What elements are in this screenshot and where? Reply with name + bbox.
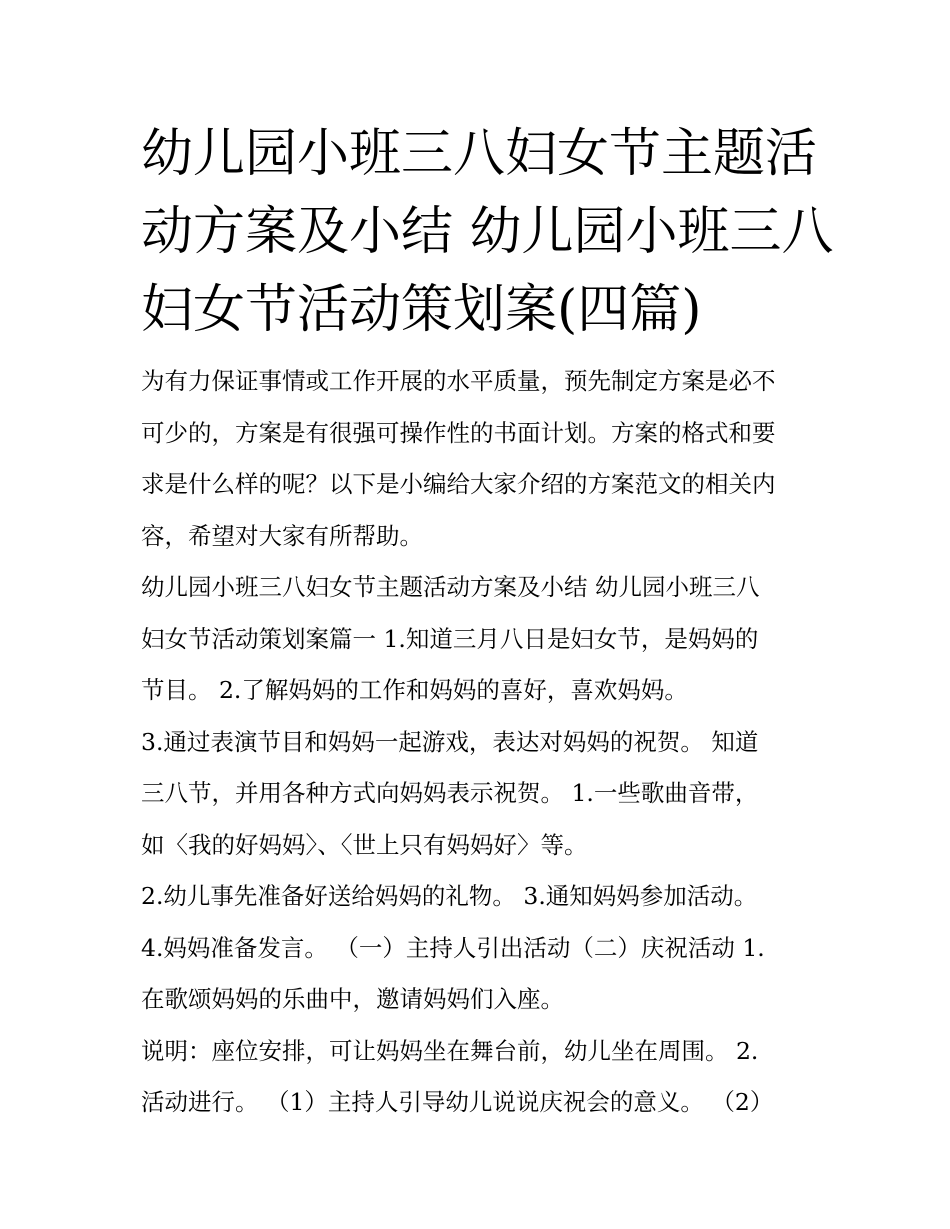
body-line: 容，希望对大家有所帮助。	[141, 521, 423, 550]
body-line: 幼儿园小班三八妇女节主题活动方案及小结 幼儿园小班三八	[141, 573, 760, 601]
body-line: 为有力保证事情或工作开展的水平质量，预先制定方案是必不	[141, 367, 776, 395]
body-line: 3.通过表演节目和妈妈一起游戏，表达对妈妈的祝贺。 知道	[141, 727, 759, 756]
body-line: 活动进行。 （1）主持人引导幼儿说说庆祝会的意义。 （2）	[141, 1088, 774, 1116]
body-line: 在歌颂妈妈的乐曲中，邀请妈妈们入座。	[141, 985, 564, 1013]
body-line: 求是什么样的呢？以下是小编给大家介绍的方案范文的相关内	[141, 470, 776, 498]
body-line: 节目。 2.了解妈妈的工作和妈妈的喜好，喜欢妈妈。	[141, 676, 688, 704]
body-line: 三八节，并用各种方式向妈妈表示祝贺。 1.一些歌曲音带，	[141, 779, 759, 807]
body-line: 2.幼儿事先准备好送给妈妈的礼物。 3.通知妈妈参加活动。	[141, 882, 758, 910]
body-line: 说明：座位安排，可让妈妈坐在舞台前，幼儿坐在周围。 2.	[141, 1036, 759, 1065]
title-line: 幼儿园小班三八妇女节主题活	[141, 124, 818, 184]
body-line: 如〈我的好妈妈〉、〈世上只有妈妈好〉等。	[141, 830, 588, 859]
document-title	[141, 115, 834, 349]
title-line: 妇女节活动策划案(四篇)	[141, 280, 702, 340]
body-line: 妇女节活动策划案篇一 1.知道三月八日是妇女节，是妈妈的	[141, 624, 759, 653]
title-line: 动方案及小结 幼儿园小班三八	[141, 202, 834, 262]
body-line: 4.妈妈准备发言。 （一）主持人引出活动（二）庆祝活动 1.	[141, 933, 765, 962]
document-body	[141, 356, 821, 1129]
body-line: 可少的，方案是有很强可操作性的书面计划。方案的格式和要	[141, 418, 776, 447]
